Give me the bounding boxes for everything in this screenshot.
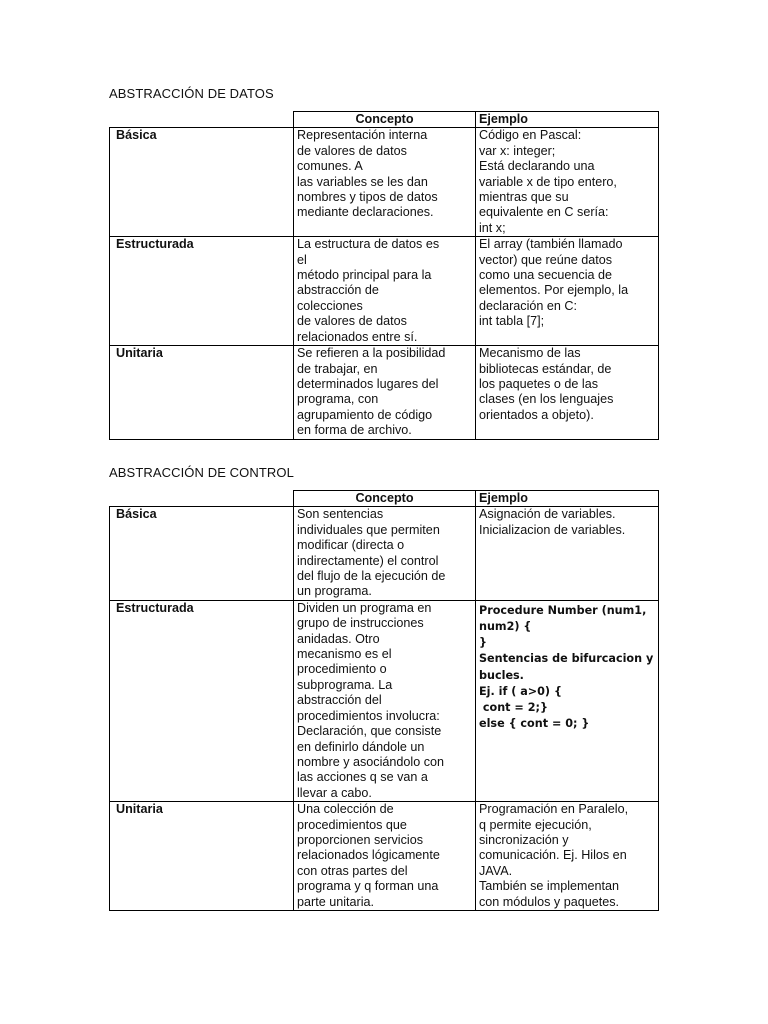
text-line: relacionados entre sí. — [297, 329, 418, 344]
cell-concepto — [294, 346, 476, 439]
text-line: Asignación de variables. — [479, 507, 616, 522]
text-line: con módulos y paquetes. — [479, 894, 620, 909]
header-concepto: Concepto — [294, 112, 476, 128]
text-line: programa, con — [297, 392, 379, 407]
text-line: subprograma. La — [297, 677, 393, 692]
text-line: mientras que su — [479, 190, 569, 205]
text-line: colecciones — [297, 298, 363, 313]
text-line: La estructura de datos es — [297, 237, 440, 252]
text-line: Son sentencias — [297, 507, 384, 522]
text-line: como una secuencia de — [479, 268, 613, 283]
text-line: int x; — [479, 220, 506, 235]
table-row-unitaria — [110, 346, 659, 439]
row-label-basica: Básica — [110, 507, 294, 600]
text-line: los paquetes o de las — [479, 376, 599, 391]
header-ejemplo: Ejemplo — [476, 112, 659, 128]
text-line: determinados lugares del — [297, 376, 439, 391]
text-line: nombre y asociándolo con — [297, 754, 445, 769]
header-empty-cell — [110, 112, 294, 128]
text-line: procedimientos involucra: — [297, 708, 440, 723]
text-line: mecanismo es el — [297, 647, 392, 662]
text-line: Programación en Paralelo, — [479, 802, 629, 817]
text-line: modificar (directa o — [297, 538, 405, 553]
cell-concepto — [294, 802, 476, 911]
text-line: programa y q forman una — [297, 879, 439, 894]
table-row-estructurada — [110, 237, 659, 346]
text-line: en definirlo dándole un — [297, 739, 425, 754]
text-line: var x: integer; — [479, 143, 556, 158]
cell-concepto — [294, 600, 476, 801]
text-line: de trabajar, en — [297, 361, 378, 376]
text-line: El array (también llamado — [479, 237, 623, 252]
table-abstraccion-control — [109, 490, 659, 911]
text-line: el — [297, 252, 307, 267]
text-line: declaración en C: — [479, 298, 578, 313]
text-line: Declaración, que consiste — [297, 724, 442, 739]
cell-ejemplo — [476, 128, 659, 237]
text-line: mediante declaraciones. — [297, 205, 434, 220]
code-line: bucles. — [479, 668, 524, 682]
code-line: else { cont = 0; } — [479, 717, 590, 731]
cell-ejemplo — [476, 237, 659, 346]
row-label-estructurada: Estructurada — [110, 237, 294, 346]
row-label-unitaria: Unitaria — [110, 346, 294, 439]
text-line: de valores de datos — [297, 314, 407, 329]
text-line: variable x de tipo entero, — [479, 174, 617, 189]
text-line: orientados a objeto). — [479, 407, 594, 422]
text-line: bibliotecas estándar, de — [479, 361, 612, 376]
code-line: Procedure Number (num1, — [479, 603, 647, 617]
table-row-basica — [110, 128, 659, 237]
header-ejemplo: Ejemplo — [476, 491, 659, 507]
table-row-estructurada — [110, 600, 659, 801]
section-title-datos: ABSTRACCIÓN DE DATOS — [109, 86, 274, 101]
text-line: JAVA. — [479, 863, 513, 878]
text-line: Se refieren a la posibilidad — [297, 346, 446, 361]
row-label-unitaria: Unitaria — [110, 802, 294, 911]
table-header-row — [110, 112, 659, 128]
row-label-estructurada: Estructurada — [110, 600, 294, 801]
text-line: vector) que reúne datos — [479, 252, 613, 267]
text-line: Mecanismo de las — [479, 346, 581, 361]
text-line: Representación interna — [297, 128, 428, 143]
text-line: del flujo de la ejecución de — [297, 569, 446, 584]
cell-ejemplo — [476, 802, 659, 911]
text-line: un programa. — [297, 584, 372, 599]
text-line: procedimiento o — [297, 662, 387, 677]
text-line: equivalente en C sería: — [479, 205, 609, 220]
text-line: llevar a cabo. — [297, 785, 372, 800]
text-line: sincronización y — [479, 832, 569, 847]
code-line: Ej. if ( a>0) { — [479, 684, 562, 698]
code-line: } — [479, 636, 487, 650]
text-line: agrupamiento de código — [297, 407, 433, 422]
text-line: individuales que permiten — [297, 522, 440, 537]
text-line: q permite ejecución, — [479, 817, 592, 832]
text-line: nombres y tipos de datos — [297, 190, 438, 205]
table-row-basica — [110, 507, 659, 600]
text-line: grupo de instrucciones — [297, 616, 424, 631]
text-line: relacionados lógicamente — [297, 848, 440, 863]
header-concepto: Concepto — [294, 491, 476, 507]
text-line: procedimientos que — [297, 817, 407, 832]
text-line: Código en Pascal: — [479, 128, 582, 143]
text-line: de valores de datos — [297, 143, 407, 158]
text-line: anidadas. Otro — [297, 631, 380, 646]
cell-ejemplo — [476, 507, 659, 600]
table-header-row — [110, 491, 659, 507]
text-line: en forma de archivo. — [297, 423, 412, 438]
text-line: También se implementan — [479, 879, 620, 894]
text-line: int tabla [7]; — [479, 314, 545, 329]
text-line: las variables se les dan — [297, 174, 428, 189]
text-line: indirectamente) el control — [297, 553, 439, 568]
cell-ejemplo-code — [476, 600, 659, 801]
cell-concepto — [294, 237, 476, 346]
table-abstraccion-datos — [109, 111, 659, 440]
text-line: Inicializacion de variables. — [479, 522, 626, 537]
table-row-unitaria — [110, 802, 659, 911]
cell-concepto — [294, 128, 476, 237]
section-title-control: ABSTRACCIÓN DE CONTROL — [109, 465, 294, 480]
text-line: comunicación. Ej. Hilos en — [479, 848, 627, 863]
code-line: num2) { — [479, 620, 532, 634]
text-line: Dividen un programa en — [297, 600, 432, 615]
text-line: clases (en los lenguajes — [479, 392, 614, 407]
cell-concepto — [294, 507, 476, 600]
text-line: las acciones q se van a — [297, 770, 428, 785]
code-line: Sentencias de bifurcacion y — [479, 652, 654, 666]
text-line: parte unitaria. — [297, 894, 375, 909]
code-line: cont = 2;} — [479, 701, 548, 715]
text-line: Una colección de — [297, 802, 394, 817]
text-line: abstracción de — [297, 283, 379, 298]
text-line: Está declarando una — [479, 159, 595, 174]
text-line: método principal para la — [297, 268, 432, 283]
text-line: elementos. Por ejemplo, la — [479, 283, 629, 298]
cell-ejemplo — [476, 346, 659, 439]
text-line: abstracción del — [297, 693, 382, 708]
row-label-basica: Básica — [110, 128, 294, 237]
text-line: proporcionen servicios — [297, 832, 423, 847]
text-line: con otras partes del — [297, 863, 408, 878]
text-line: comunes. A — [297, 159, 363, 174]
header-empty-cell — [110, 491, 294, 507]
